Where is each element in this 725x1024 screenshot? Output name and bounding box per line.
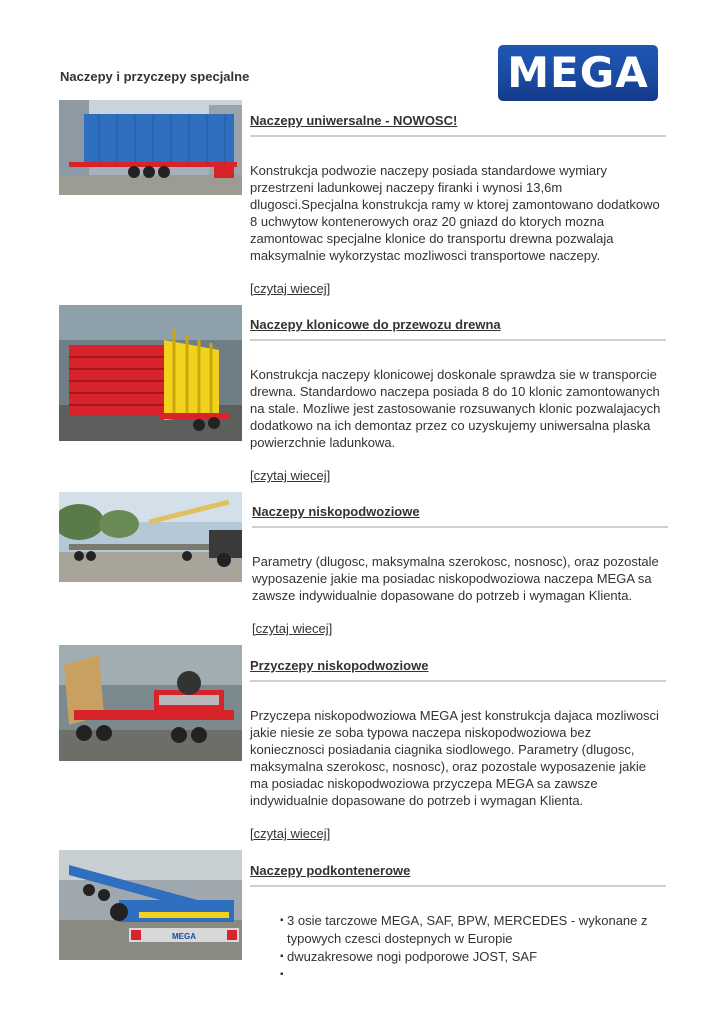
product-image-lowbed-trailer <box>59 645 242 761</box>
product-heading-link[interactable]: Przyczepy niskopodwoziowe <box>250 658 429 673</box>
product-image-container-trailer <box>59 850 242 960</box>
product-description: Konstrukcja podwozie naczepy posiada standardowe wymiary przestrzeni ladunkowej naczepy firanki i wynosi 13,6m dlugosci.Specjalna konstrukcja ramy w ktorej zamontowano dodatkowo 8 uchwytow kontenerowych oraz 20 gniazd do ktorych mozna zamontowac specjalne klonice do transportu drewna pozwalaja maksymalnie wykorzystac mozliwosci transportowe naczepy. <box>250 163 660 263</box>
product-content-timber <box>250 317 666 483</box>
product-heading-link[interactable]: Naczepy uniwersalne - NOWOSC! <box>250 113 458 128</box>
list-item: ▪ 3 osie tarczowe MEGA, SAF, BPW, MERCEDES - wykonane z typowych czesci dostepnych w Europie <box>280 912 666 948</box>
mega-logo <box>498 45 658 101</box>
product-heading-link[interactable]: Naczepy podkontenerowe <box>250 863 411 878</box>
read-more-link[interactable]: [czytaj wiecej] <box>250 281 331 296</box>
divider <box>250 680 666 682</box>
read-more-link[interactable]: [czytaj wiecej] <box>252 621 333 636</box>
product-content-lowbed-trailer <box>250 658 666 841</box>
list-item: ▪ dwuzakresowe nogi podporowe JOST, SAF <box>280 948 666 966</box>
product-description: Przyczepa niskopodwoziowa MEGA jest konstrukcja dajaca mozliwosci jakie niesie ze soba typowa naczepa niskopodwoziowa bez koniecznosci posiadania ciagnika siodlowego. Parametry (dlugosc, maksymalna szerokosc, nosnosc), oraz pozostale wyposazenie jakie ma posiadac niskopodwoziowa przyczepa MEGA sa zawsze indywidualnie dopasowane do potrzeb i wymagan Klienta. <box>250 708 659 808</box>
product-description: Konstrukcja naczepy klonicowej doskonale sprawdza sie w transporcie drewna. Standardowo naczepa posiada 8 do 10 klonic zamontowanych na stale. Mozliwe jest zastosowanie rozsuwanych klonic pozwalajacych dodatkowo na ich demontaz przez co uzyskujemy uniwersalna plaska powierzchnie ladunkowa. <box>250 367 661 450</box>
divider <box>250 885 666 887</box>
product-content-lowbed-semitrailer <box>252 504 668 636</box>
product-content-container <box>250 863 666 966</box>
product-content-universal <box>250 113 666 296</box>
product-heading-link[interactable]: Naczepy niskopodwoziowe <box>252 504 420 519</box>
read-more-link[interactable]: [czytaj wiecej] <box>250 826 331 841</box>
divider <box>250 135 666 137</box>
read-more-link[interactable]: [czytaj wiecej] <box>250 468 331 483</box>
feature-list <box>250 912 666 966</box>
license-plate-text: MEGA <box>172 932 196 941</box>
logo-text: MEGA <box>507 48 649 97</box>
page-title: Naczepy i przyczepy specjalne <box>60 69 250 84</box>
product-image-universal-trailer <box>59 100 242 195</box>
divider <box>252 526 668 528</box>
divider <box>250 339 666 341</box>
product-image-timber-trailer <box>59 305 242 441</box>
product-heading-link[interactable]: Naczepy klonicowe do przewozu drewna <box>250 317 501 332</box>
product-image-lowbed-semitrailer <box>59 492 242 582</box>
product-description: Parametry (dlugosc, maksymalna szerokosc, nosnosc), oraz pozostale wyposazenie jakie ma posiadac niskopodwoziowa naczepa MEGA sa zawsze indywidualnie dopasowane do potrzeb i wymagan Klienta. <box>252 554 659 603</box>
